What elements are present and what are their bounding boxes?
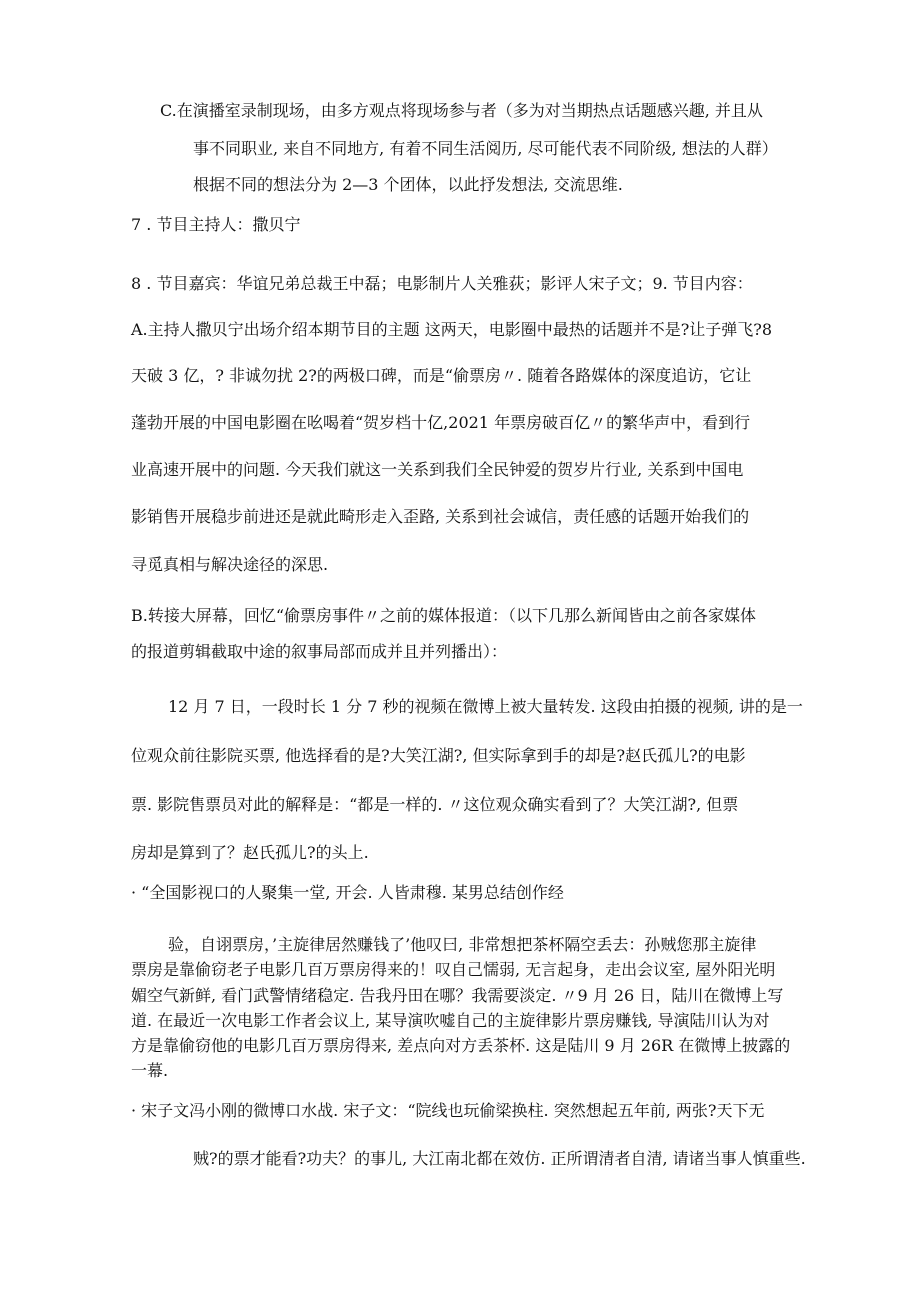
- news-1-line-2: 位观众前往影院买票, 他选择看的是?大笑江湖?, 但实际拿到手的却是?赵氏孤儿?的电影: [131, 746, 746, 765]
- paragraph-a-line-1: A.主持人撒贝宁出场介绍本期节目的主题 这两天，电影圈中最热的话题并不是?让子弹飞?8: [131, 320, 773, 339]
- item-8-guests: 8 . 节目嘉宾：华谊兄弟总裁王中磊；电影制片人关雅荻；影评人宋子文；9. 节目内容：: [131, 274, 753, 293]
- paragraph-c-line-3: 根据不同的想法分为 2—3 个团体，以此抒发想法, 交流思维.: [193, 175, 623, 194]
- paragraph-c-line-1: C.在演播室录制现场，由多方观点将现场参与者（多为对当期热点话题感兴趣, 并且从: [160, 101, 763, 120]
- news-3-line-1: · 宋子文冯小刚的微博口水战. 宋子文：“院线也玩偷梁换柱. 突然想起五年前, 两张?天下无: [131, 1101, 765, 1120]
- news-2-line-3: 票房是靠偷窃老子电影几百万票房得来的！叹自己懦弱, 无言起身，走出会议室, 屋外阳光明: [131, 960, 776, 979]
- news-3-line-2: 贼?的票才能看?功夫？的事儿, 大江南北都在效仿. 正所谓清者自清, 请诸当事人慎重些.: [193, 1149, 806, 1168]
- paragraph-b-line-2: 的报道剪辑截取中途的叙事局部而成并且并列播出）：: [131, 642, 508, 661]
- news-1-line-4: 房却是算到了？赵氏孤儿?的头上.: [131, 843, 369, 862]
- paragraph-b-line-1: B.转接大屏幕，回忆“偷票房事件〃之前的媒体报道：（以下几那么新闻皆由之前各家媒体: [131, 606, 757, 625]
- paragraph-a-line-2: 天破 3 亿，? 非诚勿扰 2?的两极口碑，而是“偷票房〃. 随着各路媒体的深度追访，它让: [131, 366, 752, 385]
- news-2-line-7: 一幕.: [131, 1061, 169, 1080]
- news-2-line-6: 方是靠偷窃他的电影几百万票房得来, 差点向对方丢茶杯. 这是陆川 9 月 26R 在微博上披露的: [131, 1036, 791, 1055]
- news-2-line-5: 道. 在最近一次电影工作者会议上, 某导演吹嘘自己的主旋律影片票房赚钱, 导演陆川认为对: [131, 1011, 770, 1030]
- news-2-line-2: 验，自诩票房，’主旋律居然赚钱了’他叹曰, 非常想把茶杯隔空丢去：孙贼您那主旋律: [168, 935, 757, 954]
- paragraph-a-line-5: 影销售开展稳步前进还是就此畸形走入歪路, 关系到社会诚信，责任感的话题开始我们的: [131, 507, 750, 526]
- paragraph-c-line-2: 事不同职业, 来自不同地方, 有着不同生活阅历, 尽可能代表不同阶级, 想法的人群）: [193, 139, 778, 158]
- paragraph-a-line-4: 业高速开展中的问题. 今天我们就这一关系到我们全民钟爱的贺岁片行业, 关系到中国电: [131, 460, 744, 479]
- paragraph-a-line-3: 蓬勃开展的中国电影圈在吆喝着“贺岁档十亿,2021 年票房破百亿〃的繁华声中，看到行: [131, 413, 751, 432]
- news-1-line-3: 票. 影院售票员对此的解释是：“都是一样的. 〃这位观众确实看到了？大笑江湖?, 但票: [131, 795, 739, 814]
- news-2-line-4: 媚空气新鲜, 看门武警情绪稳定. 告我丹田在哪？我需要淡定. 〃9 月 26 日，陆川在微博上写: [131, 986, 784, 1005]
- news-1-line-1: 12 月 7 日，一段时长 1 分 7 秒的视频在微博上被大量转发. 这段由拍摄的视频, 讲的是一: [168, 697, 803, 716]
- item-7-host: 7 . 节目主持人：撒贝宁: [131, 215, 301, 234]
- news-2-line-1: · “全国影视口的人聚集一堂, 开会. 人皆肃穆. 某男总结创作经: [131, 883, 564, 902]
- paragraph-a-line-6: 寻觅真相与解决途径的深思.: [131, 555, 329, 574]
